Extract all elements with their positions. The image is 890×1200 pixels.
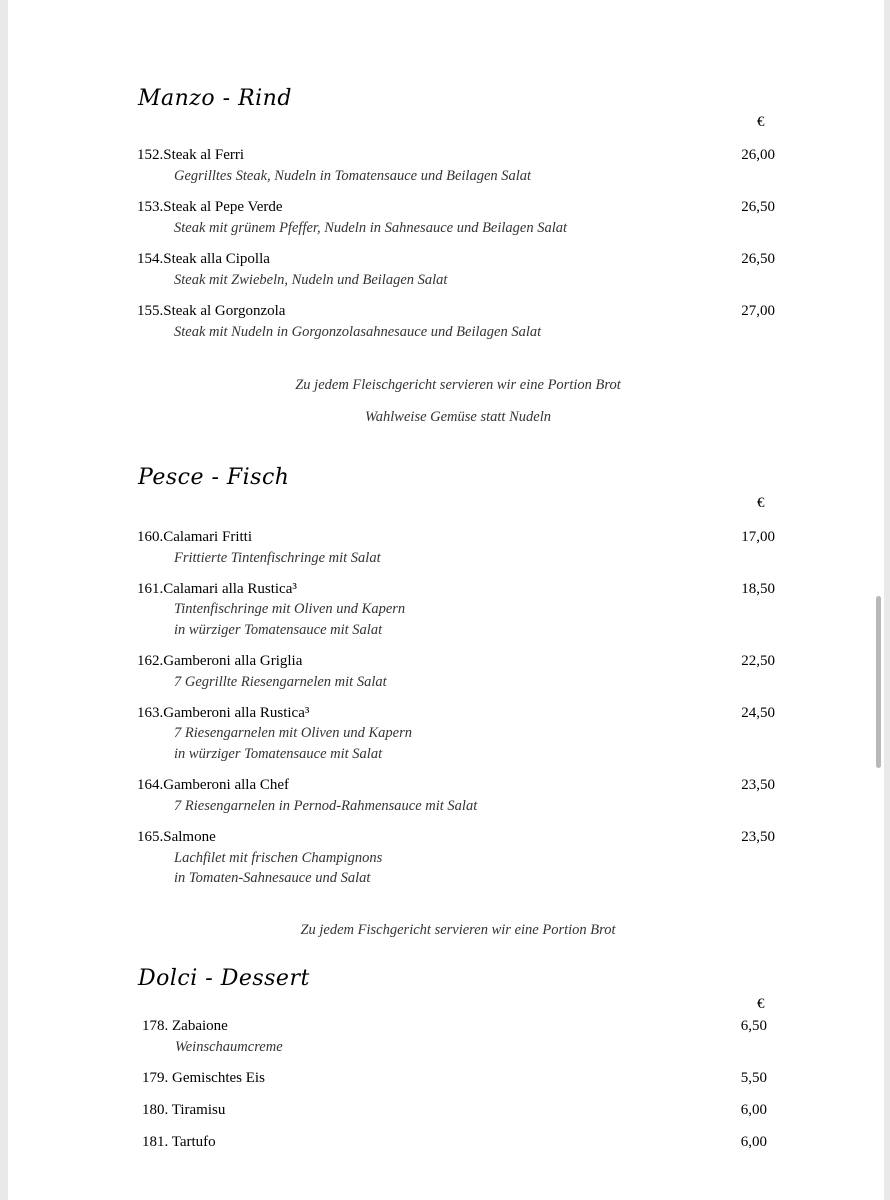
menu-item-name: 160.Calamari Fritti bbox=[137, 529, 252, 545]
menu-page bbox=[8, 0, 884, 1200]
menu-item-description: in würziger Tomatensauce mit Salat bbox=[174, 746, 383, 762]
section-note: Wahlweise Gemüse statt Nudeln bbox=[365, 409, 551, 425]
menu-item-price: 26,00 bbox=[741, 147, 775, 163]
menu-item-price: 26,50 bbox=[741, 251, 775, 267]
menu-item-description: in Tomaten-Sahnesauce und Salat bbox=[174, 870, 371, 886]
menu-item-name: 155.Steak al Gorgonzola bbox=[137, 303, 286, 319]
menu-item-price: 27,00 bbox=[741, 303, 775, 319]
menu-item-name: 179. Gemischtes Eis bbox=[142, 1070, 265, 1086]
menu-item-name: 152.Steak al Ferri bbox=[137, 147, 245, 163]
menu-item-description: 7 Gegrillte Riesengarnelen mit Salat bbox=[174, 674, 387, 690]
menu-item-price: 6,00 bbox=[740, 1102, 767, 1118]
menu-item-price: 22,50 bbox=[741, 653, 775, 669]
menu-item-name: 165.Salmone bbox=[137, 829, 216, 845]
section-note: Zu jedem Fleischgericht servieren wir eine Portion Brot bbox=[295, 377, 621, 393]
menu-item-price: 5,50 bbox=[740, 1070, 767, 1086]
menu-item-price: 26,50 bbox=[741, 199, 775, 215]
menu-item-name: 161.Calamari alla Rustica³ bbox=[137, 581, 297, 597]
menu-item-price: 23,50 bbox=[741, 777, 775, 793]
menu-item-description: Lachfilet mit frischen Champignons bbox=[174, 850, 383, 866]
menu-item-name: 154.Steak alla Cipolla bbox=[137, 251, 270, 267]
menu-item-name: 178. Zabaione bbox=[142, 1018, 228, 1034]
menu-item-description: Weinschaumcreme bbox=[175, 1039, 283, 1055]
currency-label-rind: € bbox=[757, 114, 765, 130]
menu-item-description: Gegrilltes Steak, Nudeln in Tomatensauce und Beilagen Salat bbox=[174, 168, 532, 184]
section-title-dessert: Dolci - Dessert bbox=[138, 966, 310, 991]
menu-item-name: 180. Tiramisu bbox=[142, 1102, 226, 1118]
menu-item-price: 18,50 bbox=[741, 581, 775, 597]
menu-item-name: 162.Gamberoni alla Griglia bbox=[137, 653, 303, 669]
currency-label-dessert: € bbox=[757, 996, 765, 1012]
menu-item-name: 164.Gamberoni alla Chef bbox=[137, 777, 290, 793]
menu-item-description: Steak mit Nudeln in Gorgonzolasahnesauce und Beilagen Salat bbox=[174, 324, 542, 340]
menu-item-price: 17,00 bbox=[741, 529, 775, 545]
menu-item-description: Frittierte Tintenfischringe mit Salat bbox=[174, 550, 381, 566]
menu-item-description: 7 Riesengarnelen in Pernod-Rahmensauce mit Salat bbox=[174, 798, 478, 814]
menu-item-name: 181. Tartufo bbox=[142, 1134, 216, 1150]
menu-item-price: 6,50 bbox=[740, 1018, 767, 1034]
menu-item-description: in würziger Tomatensauce mit Salat bbox=[174, 622, 383, 638]
menu-item-description: 7 Riesengarnelen mit Oliven und Kapern bbox=[174, 725, 412, 741]
section-title-rind: Manzo - Rind bbox=[138, 86, 292, 111]
menu-item-description: Tintenfischringe mit Oliven und Kapern bbox=[174, 601, 406, 617]
section-note: Zu jedem Fischgericht servieren wir eine Portion Brot bbox=[300, 922, 616, 938]
menu-item-price: 6,00 bbox=[740, 1134, 767, 1150]
menu-item-price: 24,50 bbox=[741, 705, 775, 721]
vertical-scrollbar[interactable] bbox=[876, 596, 881, 768]
menu-item-description: Steak mit grünem Pfeffer, Nudeln in Sahnesauce und Beilagen Salat bbox=[174, 220, 568, 236]
menu-item-name: 153.Steak al Pepe Verde bbox=[137, 199, 283, 215]
section-title-fisch: Pesce - Fisch bbox=[138, 465, 290, 490]
menu-item-name: 163.Gamberoni alla Rustica³ bbox=[137, 705, 310, 721]
menu-item-description: Steak mit Zwiebeln, Nudeln und Beilagen Salat bbox=[174, 272, 448, 288]
menu-item-price: 23,50 bbox=[741, 829, 775, 845]
currency-label-fisch: € bbox=[757, 495, 765, 511]
